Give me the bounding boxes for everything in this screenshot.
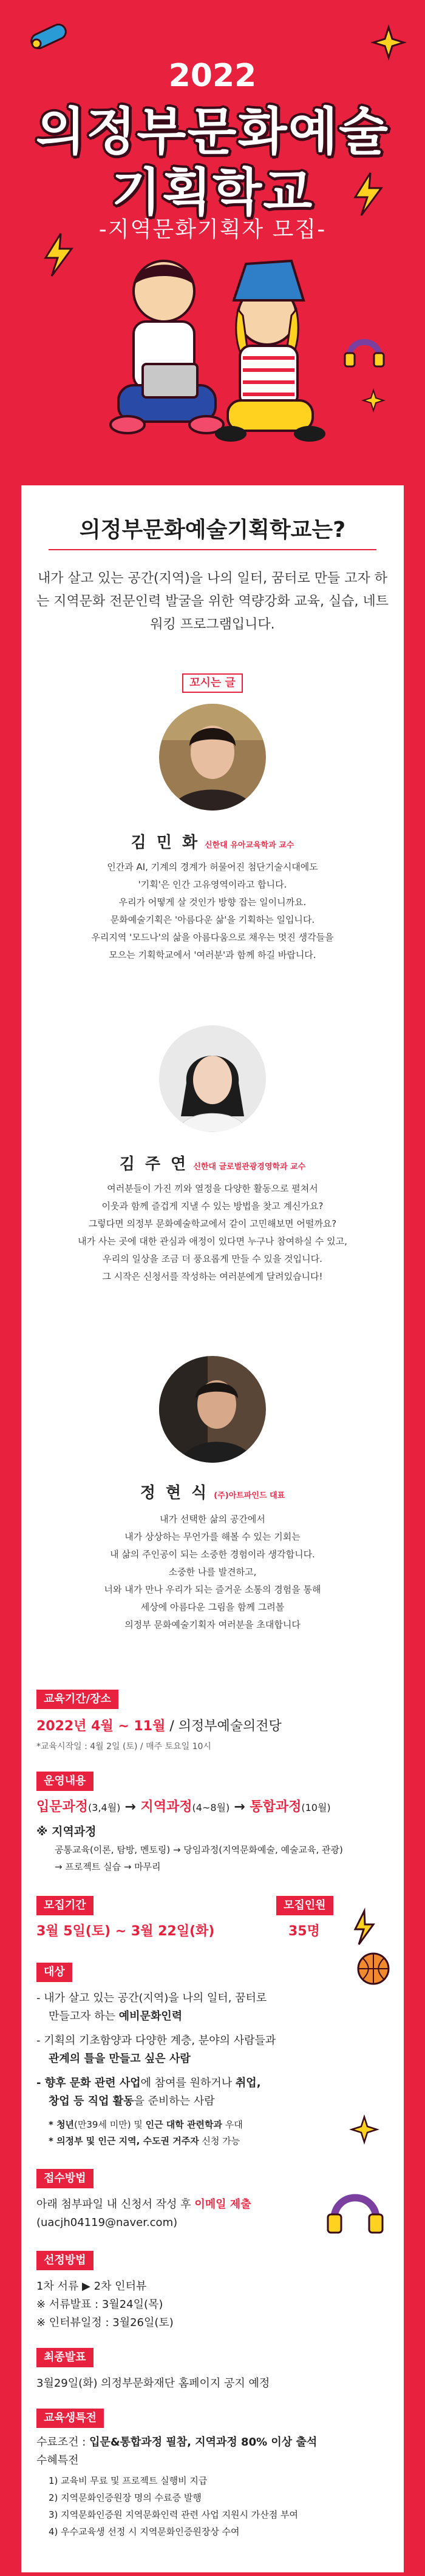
- target-highlight: * 의정부 및 인근 지역, 수도권 거주자: [49, 2136, 199, 2146]
- course-label: 운영내용: [36, 1772, 93, 1791]
- final-label: 최종발표: [36, 2348, 93, 2367]
- apply-email[interactable]: (uacjh04119@naver.com): [36, 2216, 178, 2229]
- bio-line: 세상에 아름다운 그림을 함께 그려볼: [140, 1602, 285, 1613]
- benefits-condition: [36, 2434, 317, 2451]
- bio-line: 내가 사는 곳에 대한 관심과 애정이 있다면 누구나 참여하실 수 있고,: [78, 1236, 347, 1247]
- target-item: - 내가 살고 있는 공간(지역)을 나의 일터, 꿈터로: [36, 1992, 267, 2004]
- regional-line: 공통교육(이론, 탐방, 멘토링) → 당임과정(지역문화예술, 예술교육, 관광): [55, 1844, 343, 1855]
- bio-line: 문화예술기획은 '아름다운 삶'을 기획하는 일입니다.: [110, 914, 315, 925]
- star-icon: [349, 2114, 379, 2145]
- target-highlight: 인근 대학 관련학과: [145, 2119, 222, 2130]
- period-dates: 2022년 4월 ~ 11월: [36, 1719, 166, 1734]
- speaker-bio: [36, 1180, 389, 1286]
- speaker-affiliation: (주)아트파인드 대표: [214, 1491, 285, 1500]
- bio-line: 여러분들이 가진 끼와 열정을 다양한 활동으로 펼쳐서: [107, 1183, 318, 1194]
- target-text: 우대: [222, 2119, 243, 2130]
- illustration-characters: [91, 243, 334, 479]
- course-step-period: (4~8월): [192, 1802, 230, 1813]
- target-item: [36, 2075, 261, 2092]
- speaker-affiliation: 신한대 유아교육학과 교수: [205, 841, 294, 850]
- speaker-name: 김 민 화: [131, 834, 200, 852]
- selection-line: 1차 서류 ▶ 2차 인터뷰: [36, 2280, 147, 2293]
- period-label: 교육기간/장소: [36, 1690, 118, 1709]
- benefits-highlight: 입문&통합과정 필참, 지역과정 80% 이상 출석: [89, 2436, 318, 2449]
- period-place: / 의정부예술의전당: [165, 1719, 282, 1734]
- bio-line: 내가 상상하는 무언가를 해볼 수 있는 기회는: [124, 1531, 301, 1542]
- target-text: (만39세 미만) 및: [74, 2119, 146, 2130]
- speaker-name: 정 현 식: [140, 1484, 209, 1502]
- apply-line: [36, 2196, 251, 2213]
- target-highlight: 예비문화인력: [118, 2010, 183, 2023]
- benefits-text: 수료조건 :: [36, 2436, 90, 2449]
- target-highlight: 창업 등 직업 활동: [49, 2095, 134, 2108]
- target-item: - 기획의 기초함양과 다양한 계층, 분야의 사람들과: [36, 2034, 276, 2047]
- speaker-bio: [36, 1511, 389, 1634]
- greeting-tag: 꼬시는 글: [182, 673, 243, 693]
- target-highlight: - 향후 문화 관련 사업: [36, 2077, 141, 2089]
- bio-line: 그렇다면 의정부 문화예술학교에서 같이 고민해보면 어떨까요?: [88, 1218, 337, 1229]
- benefits-subhead: 수혜특전: [36, 2454, 79, 2467]
- target-item: [49, 2008, 182, 2025]
- bio-line: 내가 선택한 삶의 공간에서: [160, 1514, 265, 1525]
- speaker-name: 김 주 연: [119, 1155, 189, 1173]
- bio-line: 내 삶의 주인공이 되는 소중한 경험이라 생각합니다.: [110, 1549, 315, 1560]
- bio-line: 너와 내가 만나 우리가 되는 즐거운 소통의 경험을 통해: [104, 1584, 321, 1595]
- regional-line: → 프로젝트 실습 → 마무리: [55, 1861, 161, 1872]
- benefits-item: 1) 교육비 무료 및 프로젝트 실행비 지급: [49, 2475, 208, 2486]
- recruit-period-value: 3월 5일(토) ~ 3월 22일(화): [36, 1924, 215, 1939]
- final-value: 3월29일(화) 의정부문화재단 홈페이지 공지 예정: [36, 2377, 270, 2390]
- target-highlight: 취업,: [235, 2077, 261, 2089]
- hero-title: 의정부문화예술: [35, 102, 389, 161]
- star-icon: [370, 24, 407, 61]
- target-text: 에 참여를 원하거나: [140, 2077, 236, 2089]
- divider: [49, 549, 376, 550]
- arrow-icon: →: [124, 1799, 141, 1815]
- course-step-period: (10월): [301, 1802, 331, 1813]
- headphones-icon: [340, 328, 389, 370]
- avatar: [159, 1356, 266, 1463]
- course-step: 지역과정: [140, 1799, 192, 1815]
- bio-line: 이웃과 함께 즐겁게 지낼 수 있는 방법을 찾고 계신가요?: [101, 1201, 324, 1212]
- bio-line: '기획'은 인간 고유영역이라고 합니다.: [138, 879, 287, 890]
- arrow-icon: →: [234, 1799, 250, 1815]
- target-text: 을 준비하는 사람: [134, 2095, 215, 2108]
- selection-label: 선정방법: [36, 2251, 93, 2270]
- course-step: 입문과정: [36, 1799, 89, 1815]
- speaker-bio: [36, 858, 389, 964]
- selection-line: ※ 서류발표 : 3월24일(목): [36, 2298, 163, 2311]
- course-step-period: (3,4월): [88, 1802, 121, 1813]
- bio-line: 우리의 일상을 조금 더 풍요롭게 만들 수 있을 것입니다.: [103, 1253, 322, 1264]
- recruit-count-value: 35명: [288, 1924, 320, 1939]
- target-highlight: * 청년: [49, 2119, 75, 2130]
- hero-title-line2: 기획학교: [111, 163, 314, 222]
- target-text: 만들고자 하는: [49, 2010, 119, 2023]
- benefits-label: 교육생특전: [36, 2409, 104, 2428]
- apply-highlight: 이메일 제출: [194, 2198, 251, 2211]
- recruit-period-label: 모집기간: [36, 1896, 93, 1915]
- target-text: 신청 가능: [199, 2136, 240, 2146]
- course-step: 통합과정: [250, 1799, 302, 1815]
- recruit-count-label: 모집인원: [276, 1896, 333, 1915]
- benefits-item: 2) 지역문화인증원장 명의 수료증 발행: [49, 2492, 202, 2503]
- target-highlight: 관계의 틀을 만들고 싶은 사람: [49, 2052, 191, 2065]
- hero-banner: [0, 0, 425, 485]
- bio-line: 인간과 AI, 기계의 경계가 허물어진 첨단기술시대에도: [107, 861, 318, 872]
- benefits-item: 3) 지역문화인증원 지역문화인력 관련 사업 지원시 가산점 부여: [49, 2509, 299, 2520]
- target-label: 대상: [36, 1963, 72, 1982]
- bio-line: 의정부 문화예술기획자 여러분을 초대합니다: [124, 1619, 301, 1630]
- apply-text: 아래 첨부파일 내 신청서 작성 후: [36, 2198, 195, 2211]
- speaker-name-row: [36, 1480, 389, 1503]
- avatar: [159, 1025, 266, 1132]
- period-note: *교육시작일 : 4월 2일 (토) / 매주 토요일 10시: [36, 1742, 211, 1752]
- period-value: [36, 1718, 282, 1735]
- speaker-affiliation: 신한대 글로벌관광경영학과 교수: [193, 1162, 306, 1172]
- course-flow: [36, 1799, 331, 1816]
- intro-body: 내가 살고 있는 공간(지역)을 나의 일터, 꿈터로 만들 고자 하는 지역문화 전문인력 발굴을 위한 역량강화 교육, 실습, 네트워킹 프로그램입니다.: [36, 571, 389, 632]
- bio-line: 그 시작은 신청서를 작성하는 여러분에게 달려있습니다!: [102, 1271, 323, 1282]
- apply-label: 접수방법: [36, 2169, 93, 2188]
- bio-line: 모으는 기획학교에서 '여러분'과 함께 하길 바랍니다.: [109, 949, 316, 960]
- bio-line: 우리지역 '모드나'의 삶을 아름다움으로 채우는 멋진 생각들을: [91, 932, 334, 943]
- avatar: [159, 704, 266, 811]
- hero-year: 2022: [168, 58, 257, 94]
- star-icon: [361, 388, 386, 413]
- target-note: [49, 2133, 240, 2149]
- target-note: [49, 2116, 243, 2133]
- selection-line: ※ 인터뷰일정 : 3월26일(토): [36, 2316, 174, 2329]
- speaker-name-row: [36, 830, 389, 852]
- speaker-name-row: [36, 1151, 389, 1174]
- sparkle-icon: [24, 18, 79, 55]
- target-item: [49, 2093, 215, 2110]
- benefits-item: 4) 우수교육생 선정 시 지역문화인증원장상 수여: [49, 2526, 240, 2537]
- headphones-icon: [322, 2178, 389, 2239]
- bio-line: 소중한 나를 발견하고,: [168, 1566, 257, 1577]
- basketball-icon: [349, 1905, 392, 1990]
- bio-line: 우리가 어떻게 살 것인가 방향 잡는 일이니까요.: [118, 897, 307, 908]
- hero-subtitle: -지역문화기획자 모집-: [98, 217, 327, 242]
- regional-title: ※ 지역과정: [36, 1825, 97, 1838]
- intro-heading: 의정부문화예술기획학교는?: [79, 518, 346, 542]
